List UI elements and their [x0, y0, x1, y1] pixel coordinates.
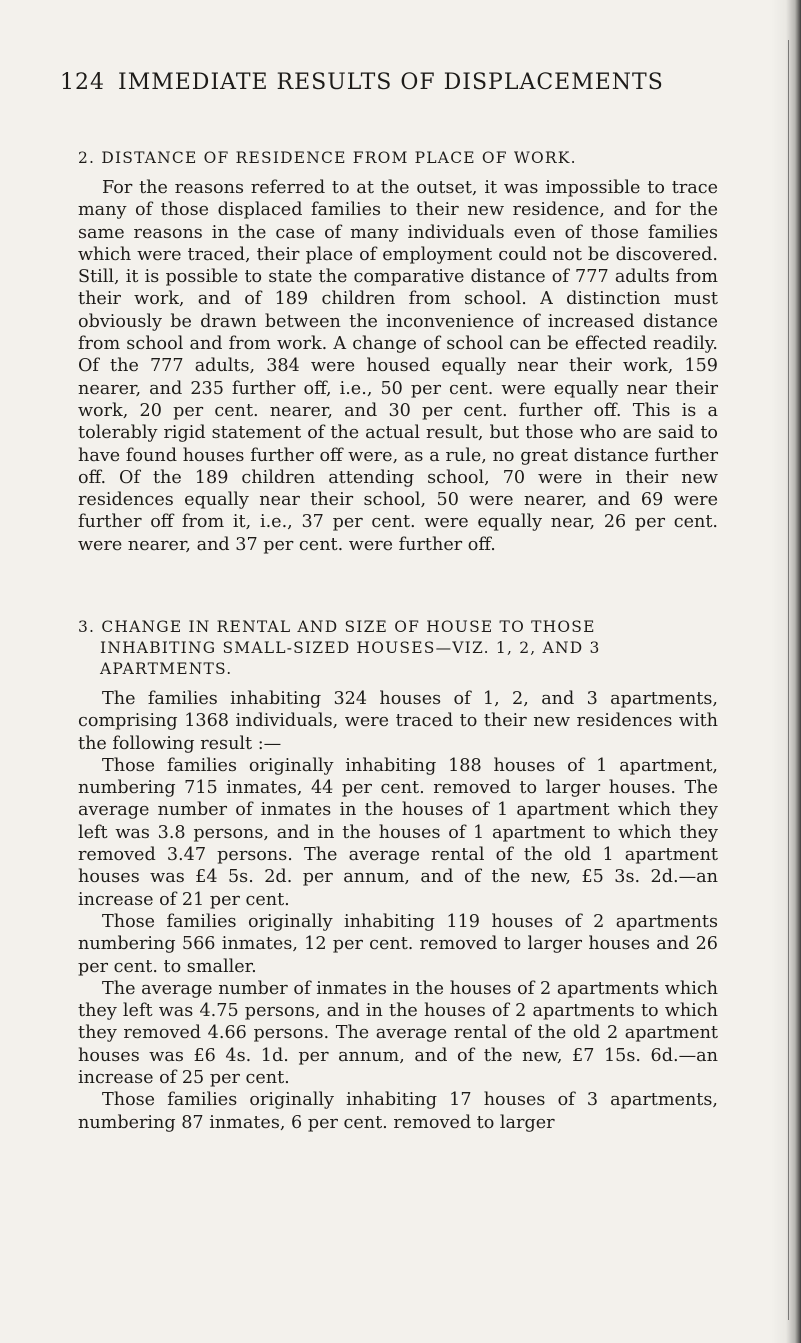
page-number: 124: [60, 70, 105, 95]
paragraph: The families inhabiting 324 houses of 1, 2, and 3 apartments, comprising 1368 individuals, were traced to their new residences with the following result :—: [78, 689, 718, 754]
section-distance-from-work: [78, 148, 718, 556]
paragraph: Those families originally inhabiting 119 houses of 2 apartments numbering 566 inmates, 12 per cent. removed to larger houses and 26 per cent. to smaller.: [78, 911, 718, 977]
page-edge-line: [788, 40, 789, 1320]
section-heading: 3. CHANGE IN RENTAL AND SIZE OF HOUSE TO THOSE INHABITING SMALL-SIZED HOUSES—VIZ. 1, 2, AND 3 APARTMENTS.: [78, 618, 601, 678]
paragraph: For the reasons referred to at the outset, it was impossible to trace many of those displaced families to their new residence, and for the same reasons in the case of many individuals even of those families which were traced, their place of employment could not be discovered. Still, it is possible to state the comparative distance of 777 adults from their work, and of 189 children from school. A distinction must obviously be drawn between the inconvenience of increased distance from school and from work. A change of school can be effected readily. Of the 777 adults, 384 were housed equally near their work, 159 nearer, and 235 further off, i.e., 50 per cent. were equally near their work, 20 per cent. nearer, and 30 per cent. further off. This is a tolerably rigid statement of the actual result, but those who are said to have found houses further off were, as a rule, no great distance further off. Of the 189 children attending school, 70 were in their new residences equally near their school, 50 were nearer, and 69 were further off from it, i.e., 37 per cent. were equally near, 26 per cent. were nearer, and 37 per cent. were further off.: [78, 178, 718, 555]
section-heading: 2. DISTANCE OF RESIDENCE FROM PLACE OF WORK.: [78, 149, 577, 167]
paragraph: Those families originally inhabiting 17 houses of 3 apartments, numbering 87 inmates, 6 per cent. removed to larger: [78, 1090, 718, 1133]
section-body: [78, 177, 718, 556]
running-head-title: IMMEDIATE RESULTS OF DISPLACEMENTS: [118, 70, 664, 95]
section-change-in-rental: [78, 617, 718, 1134]
page-edge-shadow: [771, 0, 801, 1343]
paragraph: Those families originally inhabiting 188 houses of 1 apartment, numbering 715 inmates, 44 per cent. removed to larger houses. The average number of inmates in the houses of 1 apartment which they left was 3.8 persons, and in the houses of 1 apartment to which they removed 3.47 persons. The average rental of the old 1 apartment houses was £4 5s. 2d. per annum, and of the new, £5 3s. 2d.—an increase of 21 per cent.: [78, 755, 718, 910]
paragraph: The average number of inmates in the houses of 2 apartments which they left was 4.75 persons, and in the houses of 2 apartments to which they removed 4.66 persons. The average rental of the old 2 apartment houses was £6 4s. 1d. per annum, and of the new, £7 15s. 6d.—an increase of 25 per cent.: [78, 978, 718, 1089]
running-head: [60, 70, 750, 95]
section-body: [78, 688, 718, 1134]
